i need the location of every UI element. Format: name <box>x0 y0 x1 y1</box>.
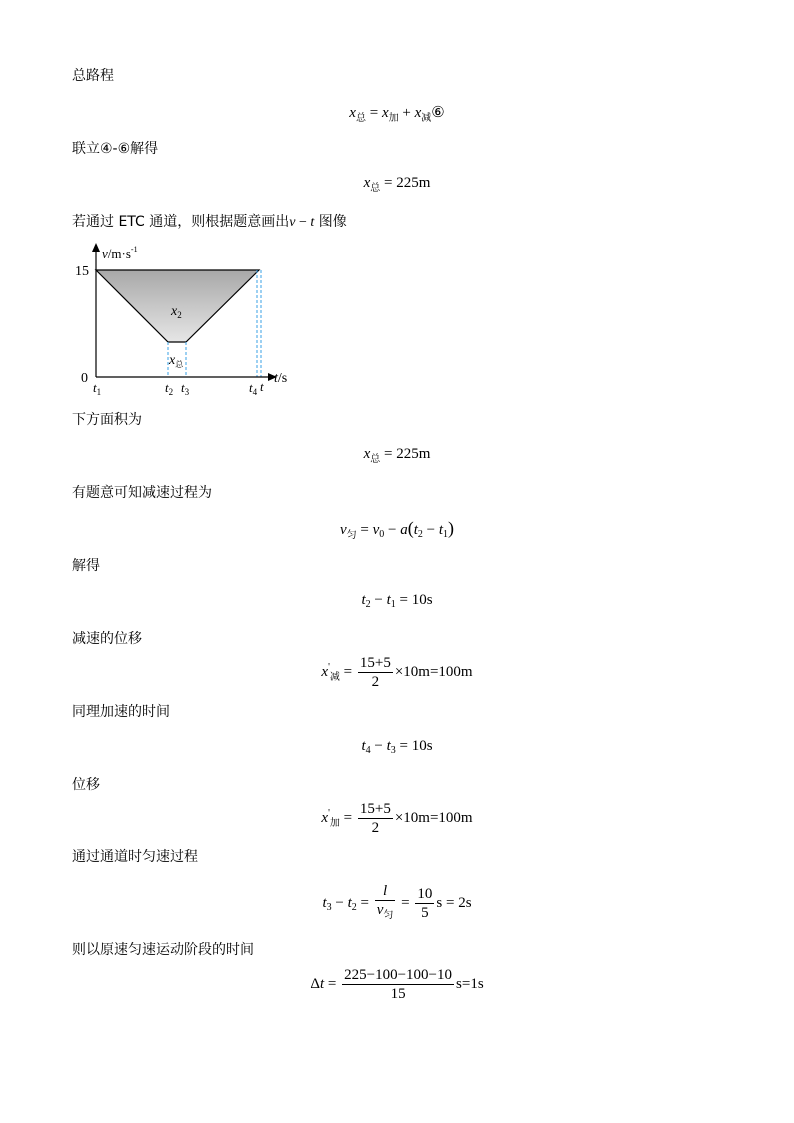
y-axis-label: $v/m\cdot s^{-1}$ <box>102 245 138 261</box>
tick-label-t1: $t_1$ <box>93 380 102 397</box>
text-displacement: 位移 <box>72 777 100 793</box>
equation-t3-t2: $t_3 - t_2$ = $\frac{l}{v_匀}$ = $\frac{10}{5}$ s = 2s <box>322 883 472 921</box>
tick-label-t2: $t_2$ <box>165 380 174 397</box>
tick-label-t3: $t_3$ <box>181 380 190 397</box>
equation-t4-t3: $t_4 - t_3 = 10s$ <box>361 738 433 756</box>
equation-t2-t1: $t_2 - t_1 = 10s$ <box>361 592 433 610</box>
text-total-distance: 总路程 <box>72 68 114 84</box>
tick-label-t: t <box>260 379 264 394</box>
equation-velocity: $v_匀 = v_0 - a(t_2 - t_1)$ <box>339 518 455 541</box>
equation-decel-displacement: $x'_减$ = $\frac{15+5}{2}$ ×10m=100m <box>321 655 473 690</box>
tick-label-15: 15 <box>75 264 89 279</box>
shaded-region <box>96 270 259 342</box>
tick-label-t4: $t_4$ <box>249 380 258 397</box>
region-label-x2: $x_2$ <box>171 304 182 320</box>
text-area-below: 下方面积为 <box>72 412 142 428</box>
region-label-x-total: $x_总$ <box>169 353 184 369</box>
text-accel-time: 同理加速的时间 <box>72 704 170 720</box>
text-decel-displacement: 减速的位移 <box>72 631 142 647</box>
equation-total-225: $x_总 = 225m$ <box>363 175 431 194</box>
text-uniform-through-lane: 通过通道时匀速过程 <box>72 849 198 865</box>
text-combine-solve: 联立④-⑥解得 <box>72 141 159 157</box>
tick-label-0: 0 <box>81 371 88 386</box>
x-axis-label: t/s <box>274 371 288 386</box>
equation-total-distance: $x_总 = x_加$ + $x_减⑥$ <box>349 105 445 124</box>
text-original-speed-time: 则以原速匀速运动阶段的时间 <box>72 942 254 958</box>
equation-accel-displacement: $x'_加$ = $\frac{15+5}{2}$ ×10m=100m <box>321 801 473 836</box>
text-etc-intro: 若通过 ETC 通道，则根据题意画出v − t 图像 <box>72 214 347 230</box>
text-solve: 解得 <box>72 558 100 574</box>
y-axis-arrow <box>92 243 100 252</box>
vt-graph <box>72 240 302 400</box>
equation-area-225: $x_总 = 225m$ <box>363 446 431 465</box>
text-deceleration: 有题意可知减速过程为 <box>72 485 212 501</box>
equation-delta-t: Δt = $\frac{225-100-100-10}{15}$ s=1s <box>310 967 484 1002</box>
